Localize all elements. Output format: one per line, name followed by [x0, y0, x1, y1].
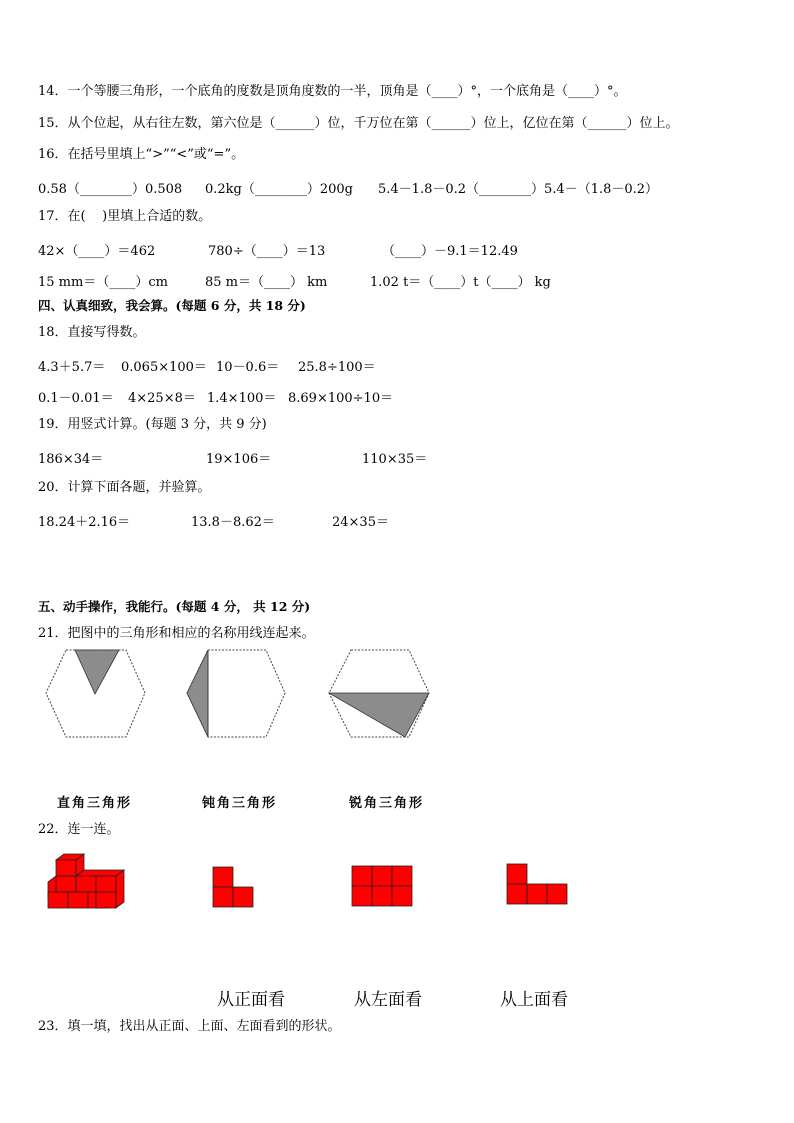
q20-item-1: 18.24＋2.16＝	[38, 515, 131, 530]
q18-item-1: 4.3＋5.7＝	[38, 360, 106, 375]
q16-item-1: 0.58（________）0.508	[38, 182, 183, 197]
hexagon-figure-2	[182, 648, 292, 743]
q17-item-4: 15 mm＝（____）cm	[38, 275, 168, 290]
label-front-view: 从正面看	[217, 990, 285, 1010]
q18-item-8: 8.69×100÷10＝	[288, 391, 394, 406]
question-20: 20．计算下面各题，并验算。	[38, 480, 211, 495]
section-5-heading: 五、动手操作，我能行。(每题 4 分， 共 12 分)	[38, 599, 311, 614]
q18-item-2: 0.065×100＝	[121, 360, 207, 375]
q19-item-1: 186×34＝	[38, 452, 104, 467]
q17-item-1: 42×（____）＝462	[38, 244, 156, 259]
label-right-triangle: 直角三角形	[57, 796, 133, 811]
shaded-triangle	[187, 650, 208, 737]
label-top-view: 从上面看	[500, 990, 568, 1010]
q17-item-3: （____）－9.1＝12.49	[382, 244, 518, 259]
section-4-heading: 四、认真细致，我会算。(每题 6 分，共 18 分)	[38, 298, 306, 313]
label-acute-triangle: 锐角三角形	[349, 796, 425, 811]
view-2x3-grid	[350, 864, 414, 909]
shaded-triangle	[75, 650, 119, 694]
cube-stack-3d	[44, 852, 126, 914]
q18-item-3: 10－0.6＝	[216, 360, 280, 375]
shaded-triangle	[329, 693, 429, 737]
q18-item-6: 4×25×8＝	[128, 391, 196, 406]
q18-item-5: 0.1－0.01＝	[38, 391, 114, 406]
q18-item-7: 1.4×100＝	[207, 391, 277, 406]
question-21: 21．把图中的三角形和相应的名称用线连起来。	[38, 626, 315, 641]
q19-item-3: 110×35＝	[362, 452, 428, 467]
q17-item-5: 85 m＝（____） km	[205, 275, 328, 290]
question-22: 22．连一连。	[38, 822, 120, 837]
question-17: 17．在( )里填上合适的数。	[38, 209, 212, 224]
question-19: 19．用竖式计算。(每题 3 分，共 9 分)	[38, 417, 267, 432]
label-left-view: 从左面看	[354, 990, 422, 1010]
question-18: 18．直接写得数。	[38, 325, 146, 340]
question-16: 16．在括号里填上“>”“<”或“=”。	[38, 147, 245, 162]
label-obtuse-triangle: 钝角三角形	[202, 796, 278, 811]
question-15: 15．从个位起，从右往左数，第六位是（______）位，千万位在第（______）位上，亿位在第（______）位上。	[38, 116, 679, 131]
q17-item-2: 780÷（____）＝13	[208, 244, 326, 259]
q17-item-6: 1.02 t＝（____）t（____） kg	[370, 275, 551, 290]
q20-item-2: 13.8－8.62＝	[191, 515, 275, 530]
question-14: 14．一个等腰三角形，一个底角的度数是顶角度数的一半，顶角是（____）°，一个底角是（____）°。	[38, 84, 627, 99]
view-l-shape	[211, 865, 256, 910]
hexagon-figure-3	[325, 648, 435, 743]
hexagon-figure-1	[42, 648, 152, 743]
q18-item-4: 25.8÷100＝	[298, 360, 376, 375]
q16-item-3: 5.4－1.8－0.2（________）5.4－（1.8－0.2）	[378, 182, 659, 197]
question-23: 23．填一填，找出从正面、上面、左面看到的形状。	[38, 1019, 341, 1034]
q20-item-3: 24×35＝	[332, 515, 389, 530]
q16-item-2: 0.2kg（________）200g	[205, 182, 354, 197]
q19-item-2: 19×106＝	[206, 452, 272, 467]
view-step-shape	[505, 862, 569, 907]
